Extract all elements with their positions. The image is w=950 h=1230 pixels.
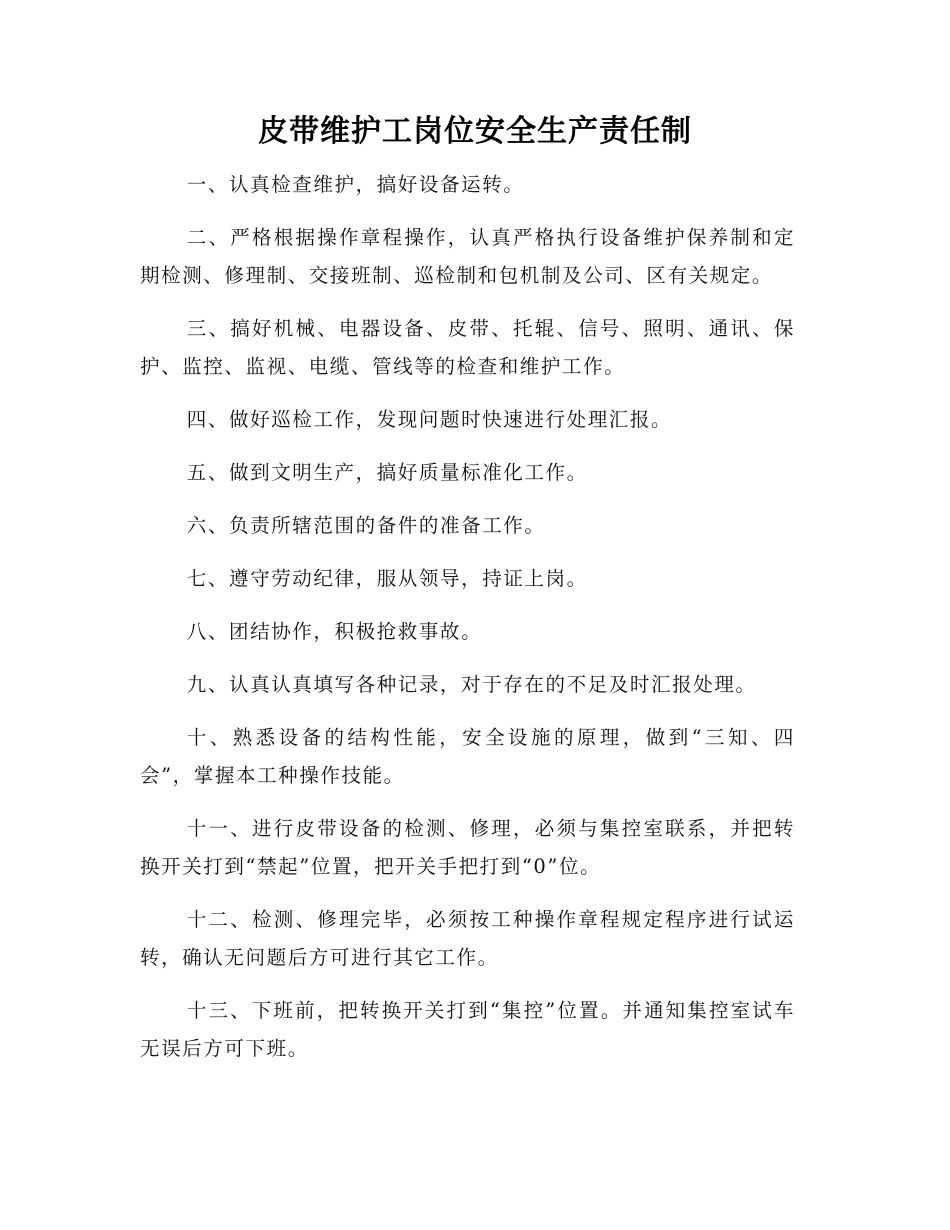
- paragraph-7: 七、遵守劳动纪律，服从领导，持证上岗。: [186, 567, 588, 590]
- paragraph-1: 一、认真检查维护，搞好设备运转。: [186, 173, 525, 196]
- paragraph-11: 十一、进行皮带设备的检测、修理，必须与集控室联系，并把转换开关打到“禁起”位置，把开关手把打到“0”位。: [140, 817, 795, 878]
- paragraph-5: 五、做到文明生产，搞好质量标准化工作。: [186, 461, 588, 484]
- document-body: [140, 166, 795, 1083]
- paragraph-4: 四、做好巡检工作，发现问题时快速进行处理汇报。: [186, 408, 673, 431]
- paragraph-8: 八、团结协作，积极抢救事故。: [186, 620, 483, 643]
- paragraph-2: 二、严格根据操作章程操作，认真严格执行设备维护保养制和定期检测、修理制、交接班制、巡检制和包机制及公司、区有关规定。: [140, 226, 795, 287]
- paragraph-12: 十二、检测、修理完毕，必须按工种操作章程规定程序进行试运转，确认无问题后方可进行其它工作。: [140, 908, 795, 969]
- paragraph-6: 六、负责所辖范围的备件的准备工作。: [186, 514, 546, 537]
- document-title: 皮带维护工岗位安全生产责任制: [258, 114, 692, 149]
- paragraph-3: 三、搞好机械、电器设备、皮带、托辊、信号、照明、通讯、保护、监控、监视、电缆、管线等的检查和维护工作。: [140, 317, 795, 378]
- paragraph-9: 九、认真认真填写各种记录，对于存在的不足及时汇报处理。: [186, 673, 757, 696]
- paragraph-10: 十、熟悉设备的结构性能，安全设施的原理，做到“三知、四会”，掌握本工种操作技能。: [140, 726, 795, 787]
- paragraph-13: 十三、下班前，把转换开关打到“集控”位置。并通知集控室试车无误后方可下班。: [140, 999, 795, 1060]
